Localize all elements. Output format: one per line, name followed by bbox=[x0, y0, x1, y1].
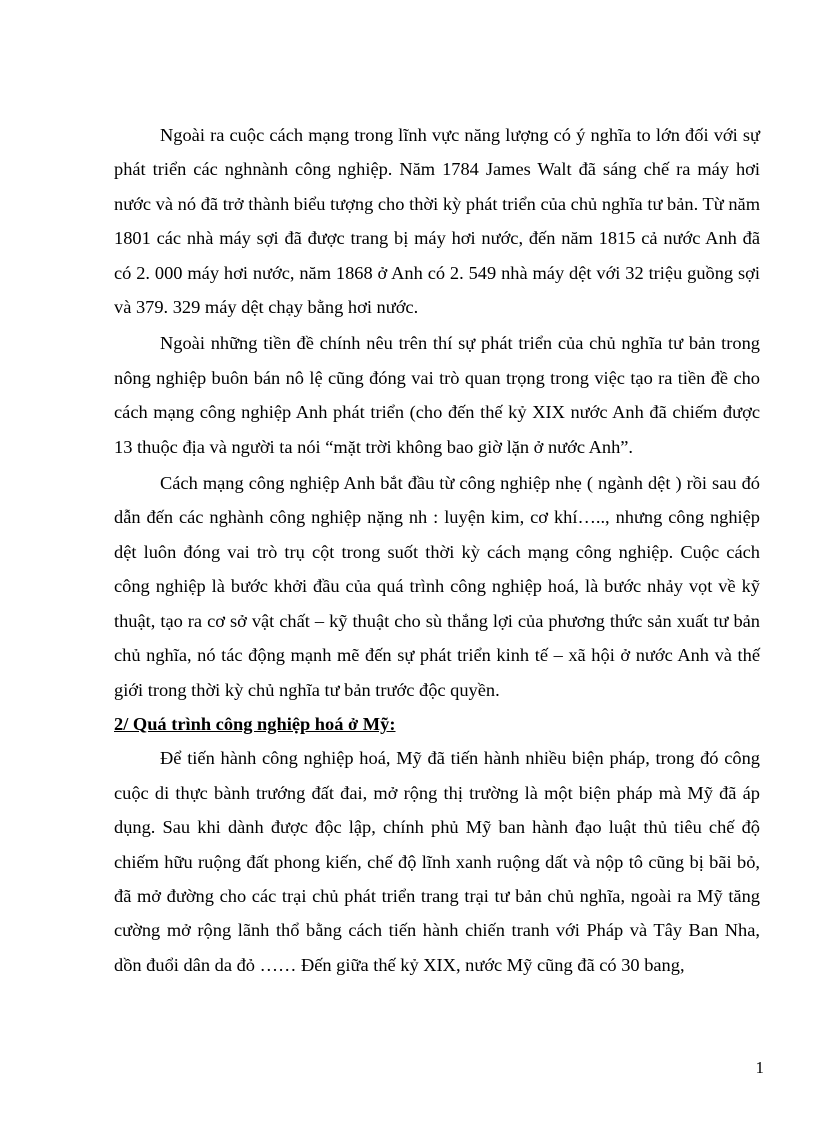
paragraph-agriculture-slave-trade: Ngoài những tiền đề chính nêu trên thí sự phát triển của chủ nghĩa tư bản trong nông nghiệp buôn bán nô lệ cũng đóng vai trò quan trọng trong việc tạo ra tiền đề cho cách mạng công nghiệp Anh phát triển (cho đến thế kỷ XIX nước Anh đã chiếm được 13 thuộc địa và người ta nói “mặt trời không bao giờ lặn ở nước Anh”. bbox=[114, 333, 760, 457]
section-heading-usa: 2/ Quá trình công nghiệp hoá ở Mỹ: bbox=[114, 713, 396, 734]
page-number: 1 bbox=[755, 1058, 764, 1077]
paragraph-energy-revolution: Ngoài ra cuộc cách mạng trong lĩnh vực năng lượng có ý nghĩa to lớn đối với sự phát triển các nghnành công nghiệp. Năm 1784 James Walt đã sáng chế ra máy hơi nước và nó đã trở thành biểu tượng cho thời kỳ phát triển của chủ nghĩa tư bản. Từ năm 1801 các nhà máy sợi đã được trang bị máy hơi nước, đến năm 1815 cả nước Anh đã có 2. 000 máy hơi nước, năm 1868 ở Anh có 2. 549 nhà máy dệt với 32 triệu guồng sợi và 379. 329 máy dệt chạy bằng hơi nước. bbox=[114, 125, 760, 318]
document-page bbox=[114, 118, 760, 982]
paragraph-usa-industrialization: Để tiến hành công nghiệp hoá, Mỹ đã tiến hành nhiều biện pháp, trong đó công cuộc di thực bành trướng đất đai, mở rộng thị trường là một biện pháp mà Mỹ đã áp dụng. Sau khi dành được độc lập, chính phủ Mỹ ban hành đạo luật thủ tiêu chế độ chiếm hữu ruộng đất phong kiến, chế độ lĩnh xanh ruộng dất và nộp tô cũng bị bãi bỏ, đã mở đường cho các trại chủ phát triển trang trại tư bản chủ nghĩa, ngoài ra Mỹ tăng cường mở rộng lãnh thổ bằng cách tiến hành chiến tranh với Pháp và Tây Ban Nha, dồn đuổi dân da đỏ …… Đến giữa thế kỷ XIX, nước Mỹ cũng đã có 30 bang, bbox=[114, 748, 760, 975]
paragraph-industrial-revolution-england: Cách mạng công nghiệp Anh bắt đầu từ công nghiệp nhẹ ( ngành dệt ) rồi sau đó dẫn đến các nghành công nghiệp nặng nh : luyện kim, cơ khí….., nhưng công nghiệp dệt luôn đóng vai trò trụ cột trong suốt thời kỳ cách mạng công nghiệp. Cuộc cách công nghiệp là bước khởi đầu của quá trình công nghiệp hoá, là bước nhảy vọt về kỹ thuật, tạo ra cơ sở vật chất – kỹ thuật cho sù thắng lợi của phương thức sản xuất tư bản chủ nghĩa, nó tác động mạnh mẽ đến sự phát triển kinh tế – xã hội ở nước Anh và thế giới trong thời kỳ chủ nghĩa tư bản trước độc quyền. bbox=[114, 473, 760, 700]
